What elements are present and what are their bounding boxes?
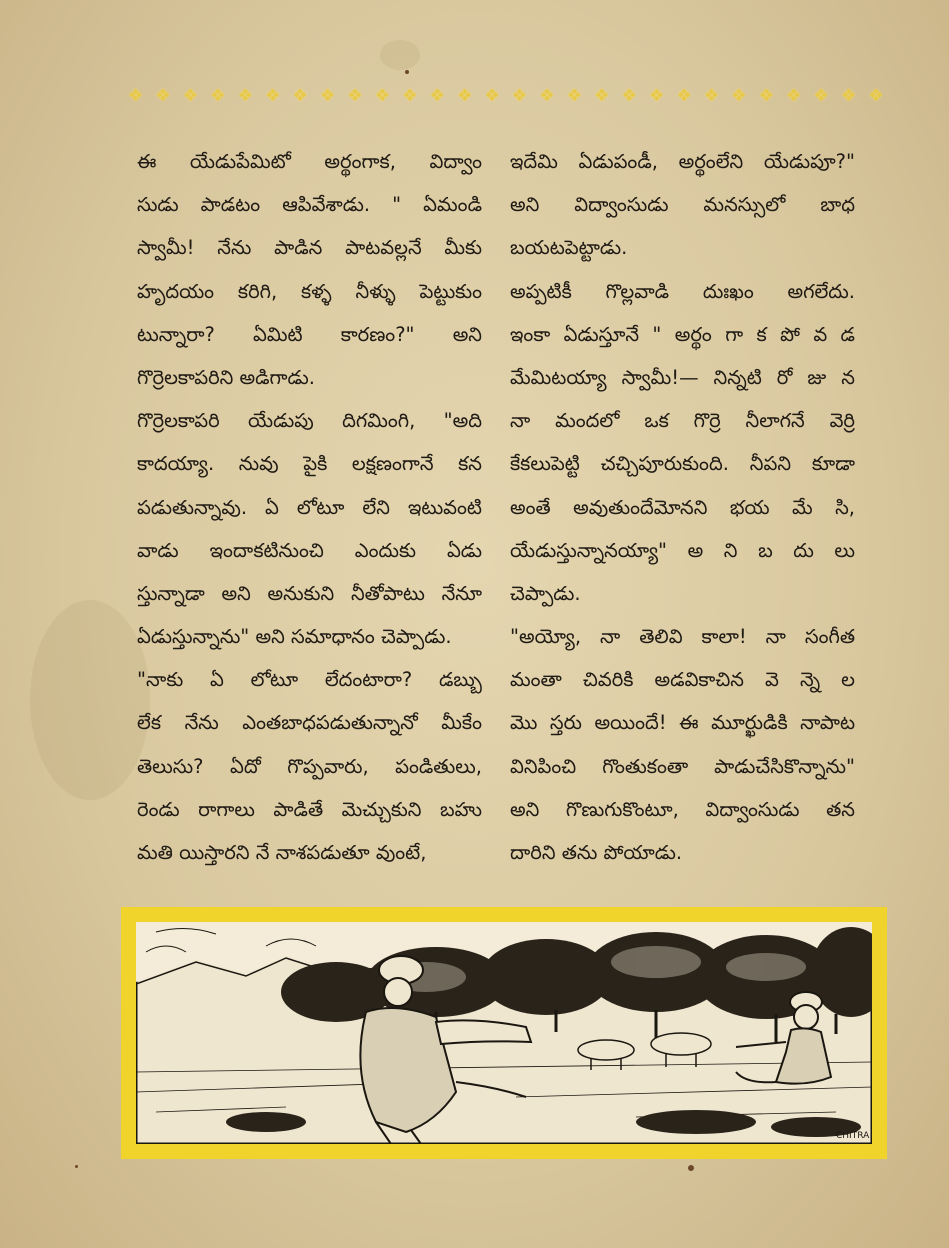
text-line: హృదయం కరిగి, కళ్ళ నీళ్ళు పెట్టుకుం [137,279,482,303]
text-line: తెలుసు? ఏదో గొప్పవారు, పండితులు, [137,754,482,778]
text-line: మేమిటయ్యా స్వామీ!— నిన్నటి రో జు న [510,365,855,389]
border-ornament: ❖ [703,86,720,106]
border-ornament: ❖ [566,86,582,106]
decorative-border [128,84,884,108]
text-line: కేకలుపెట్టి చచ్చిపూరుకుంది. నీపని కూడా [510,452,855,476]
border-ornament: ❖ [319,86,336,106]
text-line: ఈ యేడుపేమిటో అర్థంగాక, విద్వాం [137,150,482,173]
border-ornament: ❖ [292,86,308,106]
border-ornament: ❖ [731,86,747,106]
border-ornament: ❖ [484,86,500,106]
paper-stain [380,40,420,70]
border-ornament: ❖ [182,86,199,106]
border-ornament: ❖ [210,86,226,106]
border-ornament: ❖ [155,86,171,106]
border-ornament: ❖ [649,86,665,106]
border-ornament: ❖ [402,86,418,106]
text-line: ఇంకా ఏడుస్తూనే " అర్థం గా క పో వ డ [510,322,855,346]
text-line: ఇదేమి ఏడుపండీ, అర్థంలేని యేడుపూ?" [510,150,855,173]
border-ornament: ❖ [347,86,363,106]
paper-stain [30,600,150,800]
text-line: దారిని తను పోయాడు. [510,841,683,864]
story-illustration [121,907,887,1159]
text-line: గొర్రెలకాపరి యేడుపు దిగమింగి, "అది [137,409,482,433]
text-line: అంతే అవుతుందేమోనని భయ మే సి, [510,495,855,519]
text-line: మొ స్తరు అయిందే! ఈ మూర్ఖుడికి నాపాట [510,711,855,735]
text-line: గొర్రెలకాపరిని అడిగాడు. [137,365,315,389]
text-line: స్తున్నాడా అని అనుకుని నీతోపాటు నేనూ [137,581,482,605]
border-ornament: ❖ [265,86,281,106]
text-line: చెప్పాడు. [510,581,581,605]
border-ornament: ❖ [429,86,445,106]
ink-speck [688,1165,694,1171]
border-ornament: ❖ [868,86,884,106]
ink-speck [405,70,409,74]
text-line: బయటపెట్టాడు. [510,236,628,260]
text-line: లేక నేను ఎంతబాధపడుతున్నానో మీకేం [137,711,482,735]
text-line: సుడు పాడటం ఆపివేశాడు. " ఏమండి [137,193,482,217]
illustration-drawing [136,922,872,1144]
ink-speck [75,1165,78,1168]
border-ornament: ❖ [786,86,802,106]
text-line: యేడుస్తున్నానయ్యా" అ ని బ దు లు [510,538,855,562]
border-ornament: ❖ [758,86,774,106]
border-ornament: ❖ [374,86,391,106]
text-line: వినిపించి గొంతుకంతా పాడుచేసికొన్నాను" [510,754,855,778]
border-ornament: ❖ [676,86,692,106]
text-line: స్వామీ! నేను పాడిన పాటవల్లనే మీకు [137,236,482,260]
text-line: "అయ్యో, నా తెలివి కాలా! నా సంగీత [510,625,855,649]
border-ornament: ❖ [594,86,610,106]
border-ornament: ❖ [511,86,528,106]
right-text-column [510,140,855,874]
text-line: మంతా చివరికి అడవికాచిన వె న్నె ల [510,668,855,692]
text-line: టున్నారా? ఏమిటి కారణం?" అని [137,322,482,346]
text-line: కాదయ్యా. నువు పైకి లక్షణంగానే కన [137,452,482,476]
text-line: మతి యిస్తారని నే నాశపడుతూ వుంటే, [137,841,427,864]
left-text-column [137,140,482,874]
text-line: ఏడుస్తున్నాను" అని సమాధానం చెప్పాడు. [137,625,452,649]
text-line: అని గొణుగుకొంటూ, విద్వాంసుడు తన [510,797,855,821]
text-line: అప్పటికీ గొల్లవాడి దుఃఖం అగలేదు. [510,279,855,303]
border-ornament: ❖ [539,86,555,106]
text-line: రెండు రాగాలు పాడితే మెచ్చుకుని బహు [137,797,482,821]
artist-signature: CHITRA [836,1131,870,1141]
border-ornament: ❖ [237,86,253,106]
text-line: అని విద్వాంసుడు మనస్సులో బాధ [510,193,855,217]
border-ornament: ❖ [621,86,637,106]
text-line: పడుతున్నావు. ఏ లోటూ లేని ఇటువంటి [137,495,482,519]
border-ornament: ❖ [457,86,473,106]
border-ornament: ❖ [840,86,857,106]
text-line: "నాకు ఏ లోటూ లేదంటారా? డబ్బు [137,668,482,692]
text-line: నా మందలో ఒక గొర్రె నీలాగనే వెర్రి [510,409,855,433]
border-ornament: ❖ [128,86,144,106]
border-ornament: ❖ [813,86,829,106]
text-line: వాడు ఇందాకటినుంచి ఎందుకు ఏడు [137,538,482,562]
